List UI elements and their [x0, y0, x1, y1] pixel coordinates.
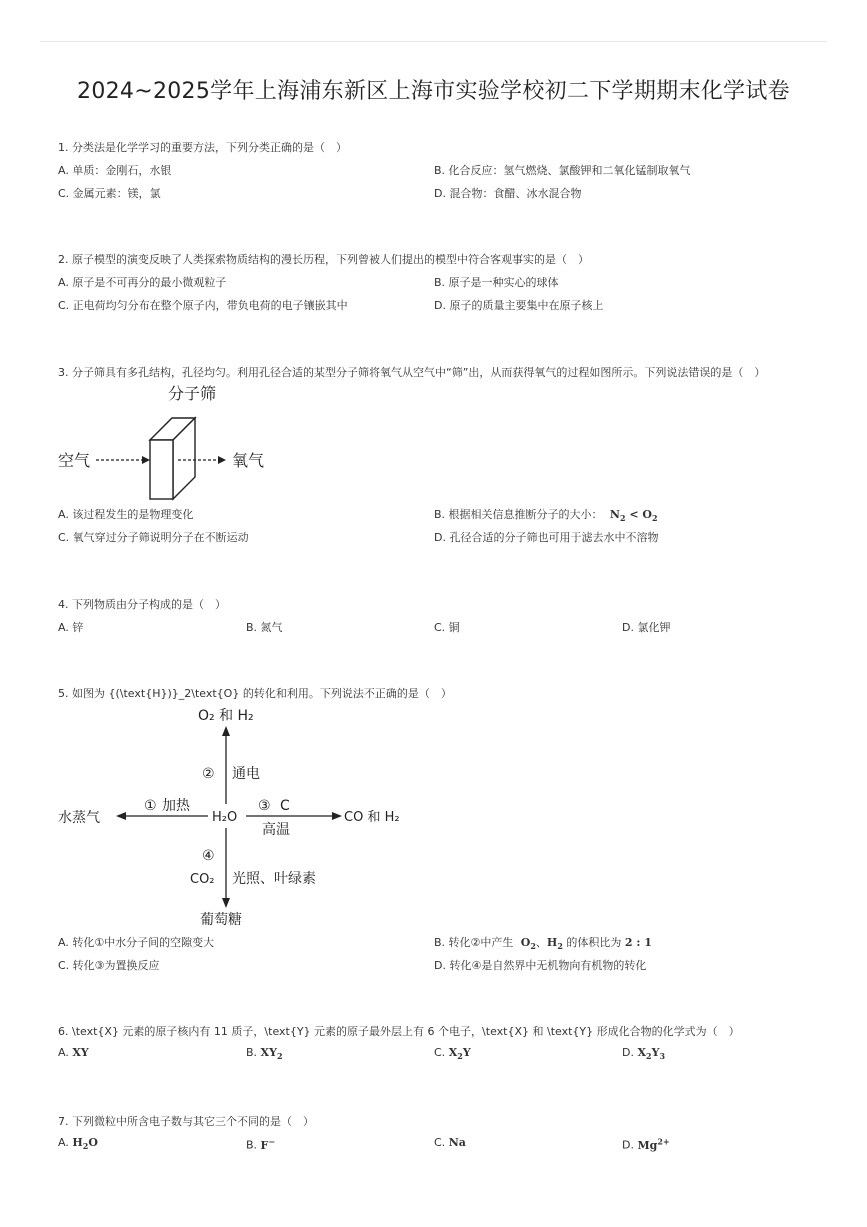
question-1-stem: 1. 分类法是化学学习的重要方法，下列分类正确的是（ ） [58, 141, 347, 154]
down-arrow-head [222, 898, 230, 908]
q7-option-d[interactable]: D. $Mg^{2+}$ [622, 1136, 670, 1152]
q4-option-d[interactable]: D. 氯化钾 [622, 621, 671, 634]
right-step-number: ③ [258, 798, 271, 814]
oxygen-arrow-head [218, 456, 226, 464]
right-condition: 高温 [262, 822, 290, 838]
q5-option-b-text: B. 转化②中产生 [434, 936, 514, 949]
center-water: H₂O [212, 810, 238, 825]
q4-option-a[interactable]: A. 锌 [58, 621, 84, 634]
air-arrow-head [142, 456, 150, 464]
q5-option-d[interactable]: D. 转化④是自然界中无机物向有机物的转化 [434, 959, 647, 972]
q3-option-b-text: B. 根据相关信息推断分子的大小： [434, 508, 603, 521]
sieve-front-face [150, 440, 173, 499]
question-6-stem: 6. \text{X} 元素的原子核内有 11 质子，\text{Y} 元素的原子最外层上有 6 个电子，\text{X} 和 \text{Y} 形成化合物的化学式为（ ） [58, 1025, 740, 1038]
question-3-stem: 3. 分子筛具有多孔结构，孔径均匀。利用孔径合适的某型分子筛将氧气从空气中“筛”出，从而获得氧气的过程如图所示。下列说法错误的是（ ） [58, 366, 766, 379]
water-conversion-diagram [56, 700, 406, 932]
down-step-number: ④ [202, 848, 215, 864]
q1-option-c[interactable]: C. 金属元素：镁，氯 [58, 187, 161, 200]
q5-option-a[interactable]: A. 转化①中水分子间的空隙变大 [58, 936, 215, 949]
q3-option-d[interactable]: D. 孔径合适的分子筛也可用于滤去水中不溶物 [434, 531, 659, 544]
up-arrow-head [222, 726, 230, 736]
q3-option-b-formula: $N_2 < O_2$ [609, 508, 658, 524]
q6-option-b[interactable]: B. $XY_2$ [246, 1046, 283, 1062]
air-label: 空气 [58, 451, 91, 470]
question-2-stem: 2. 原子模型的演变反映了人类探索物质结构的漫长历程，下列曾被人们提出的模型中符合客观事实的是（ ） [58, 253, 589, 266]
up-condition: 通电 [232, 766, 260, 782]
down-product-label: 葡萄糖 [200, 912, 242, 928]
q3-option-c[interactable]: C. 氧气穿过分子筛说明分子在不断运动 [58, 531, 249, 544]
q6-option-a[interactable]: A. XY [58, 1046, 89, 1059]
left-product-label: 水蒸气 [58, 810, 100, 826]
q6-option-d[interactable]: D. $X_2Y_3$ [622, 1046, 666, 1062]
q4-option-c[interactable]: C. 铜 [434, 621, 460, 634]
q2-option-b[interactable]: B. 原子是一种实心的球体 [434, 276, 559, 289]
right-arrow-head [332, 812, 342, 820]
oxygen-label: 氧气 [232, 451, 265, 470]
left-condition: 加热 [162, 798, 190, 814]
top-rule [40, 41, 827, 42]
q2-option-a[interactable]: A. 原子是不可再分的最小微观粒子 [58, 276, 227, 289]
q5-option-b-sep: 、 [535, 936, 547, 949]
right-reagent: C [280, 798, 290, 814]
question-4-stem: 4. 下列物质由分子构成的是（ ） [58, 598, 226, 611]
down-condition: 光照、叶绿素 [232, 871, 316, 887]
up-step-number: ② [202, 766, 215, 782]
question-7-stem: 7. 下列微粒中所含电子数与其它三个不同的是（ ） [58, 1115, 314, 1128]
q7-option-b[interactable]: B. F− [246, 1136, 276, 1152]
page-title: 2024~2025学年上海浦东新区上海市实验学校初二下学期期末化学试卷 [77, 79, 790, 104]
q5-option-b[interactable] [434, 934, 652, 951]
q1-option-d[interactable]: D. 混合物：食醋、冰水混合物 [434, 187, 582, 200]
right-product-label: CO 和 H₂ [344, 810, 400, 825]
left-arrow-head [116, 812, 126, 820]
q3-option-a[interactable]: A. 该过程发生的是物理变化 [58, 508, 194, 521]
q5-option-b-formula-2: $H_2$ [546, 936, 563, 952]
q5-option-b-ratio: 2 : 1 [624, 936, 652, 949]
question-5-stem: 5. 如图为 {(\text{H})}_2\text{O} 的转化和利用。下列说法不正确的是（ ） [58, 687, 452, 700]
q7-option-a[interactable]: A. $H_2O$ [58, 1136, 98, 1152]
q1-option-a[interactable]: A. 单质：金刚石，水银 [58, 164, 172, 177]
q4-option-b[interactable]: B. 氮气 [246, 621, 283, 634]
q7-option-c[interactable]: C. Na [434, 1136, 466, 1149]
q5-option-b-mid: 的体积比为 [562, 936, 625, 949]
up-product-label: O₂ 和 H₂ [198, 708, 254, 724]
q5-option-b-formula: $O_2$ [520, 936, 536, 952]
molecular-sieve-diagram [56, 380, 286, 505]
left-step-number: ① [144, 798, 157, 814]
q1-option-b[interactable]: B. 化合反应：氢气燃烧、氯酸钾和二氧化锰制取氧气 [434, 164, 691, 177]
down-reagent: CO₂ [190, 872, 215, 887]
q6-option-c[interactable]: C. $X_2Y$ [434, 1046, 471, 1062]
q5-option-c[interactable]: C. 转化③为置换反应 [58, 959, 160, 972]
q3-option-b[interactable] [434, 506, 658, 523]
q2-option-d[interactable]: D. 原子的质量主要集中在原子核上 [434, 299, 604, 312]
q2-option-c[interactable]: C. 正电荷均匀分布在整个原子内，带负电荷的电子镶嵌其中 [58, 299, 348, 312]
sieve-label: 分子筛 [168, 384, 217, 403]
